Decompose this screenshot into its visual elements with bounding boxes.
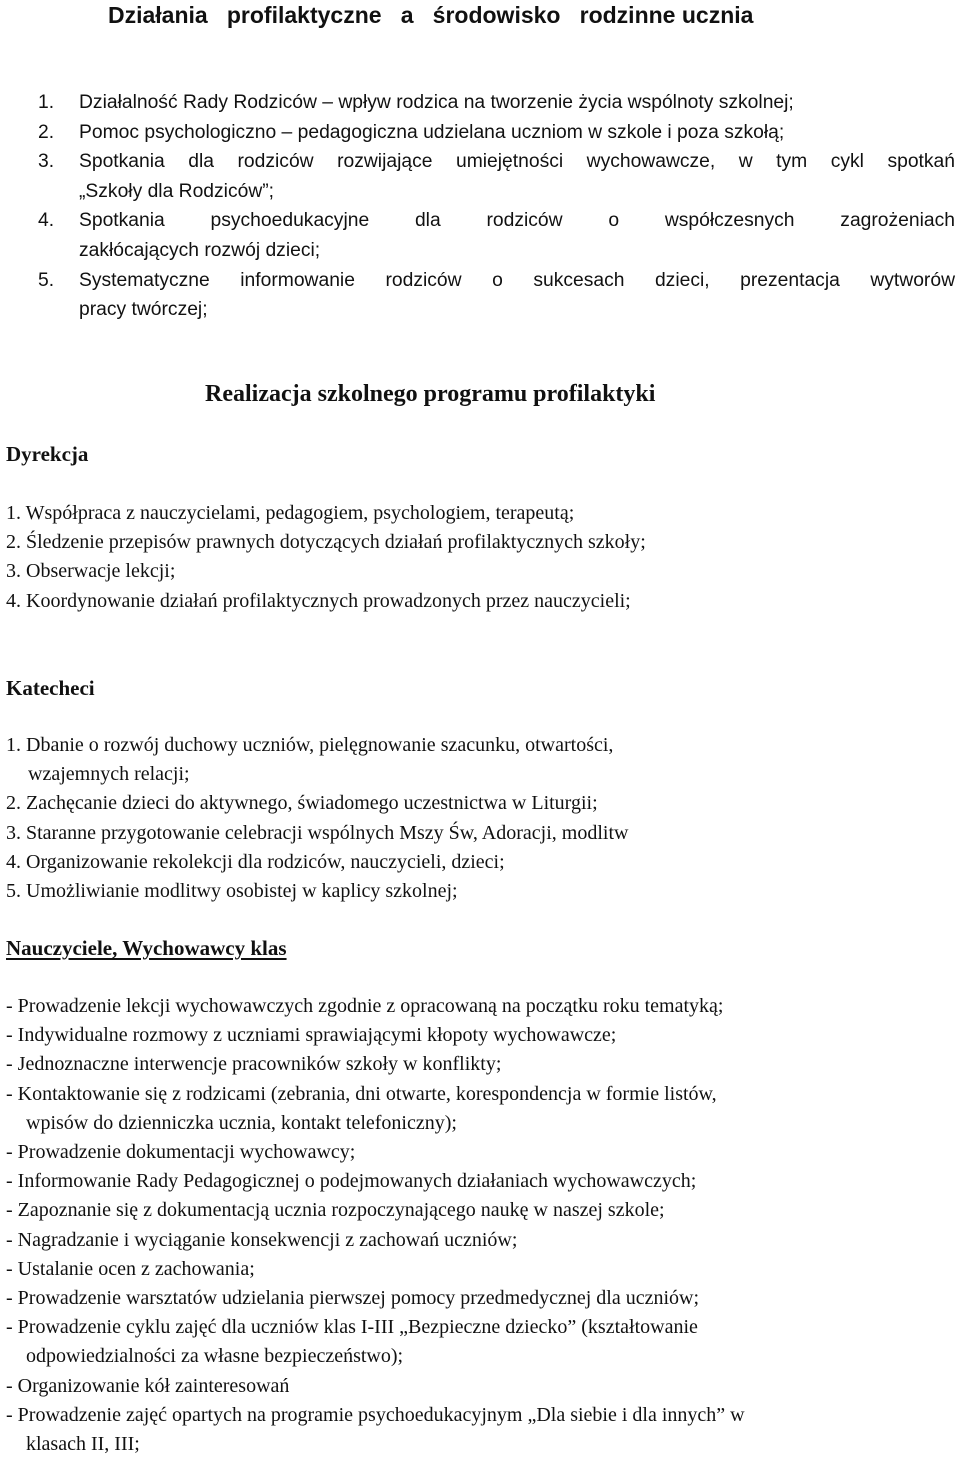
list-item: - Indywidualne rozmowy z uczniami sprawiającymi kłopoty wychowawcze; [6, 1024, 617, 1047]
item-text: Spotkania psychoedukacyjne dla rodziców o współczesnych zagrożeniach [79, 210, 955, 232]
dyrekcja-list [6, 499, 956, 616]
item-text-continued: „Szkoły dla Rodziców”; [79, 180, 275, 202]
item-number: 3. [38, 151, 55, 173]
list-item: 4. Organizowanie rekolekcji dla rodziców, nauczycieli, dzieci; [6, 850, 505, 873]
list-item: - Organizowanie kół zainteresowań [6, 1374, 290, 1397]
section-heading-dyrekcja: Dyrekcja [6, 442, 89, 466]
list-item-continued: wpisów do dzienniczka ucznia, kontakt telefoniczny); [26, 1111, 457, 1134]
list-item: - Prowadzenie dokumentacji wychowawcy; [6, 1141, 356, 1164]
list-item: 3. Obserwacje lekcji; [6, 560, 176, 583]
list-item: 4. Koordynowanie działań profilaktycznych prowadzonych przez nauczycieli; [6, 589, 631, 612]
list-item [0, 118, 960, 148]
nauczyciele-list [6, 992, 956, 1459]
list-item: - Prowadzenie lekcji wychowawczych zgodnie z opracowaną na początku roku tematyką; [6, 995, 724, 1017]
item-text: Systematyczne informowanie rodziców o sukcesach dzieci, prezentacja wytworów [79, 269, 955, 291]
program-heading: Realizacja szkolnego programu profilaktyki [205, 381, 656, 407]
document-title: Działania profilaktyczne a środowisko rodzinne ucznia [108, 2, 754, 28]
list-item [0, 88, 960, 118]
item-number: 4. [38, 210, 55, 232]
list-item: 1. Współpraca z nauczycielami, pedagogiem, psychologiem, terapeutą; [6, 502, 575, 524]
item-text-continued: pracy twórczej; [79, 299, 208, 321]
list-item: 2. Zachęcanie dzieci do aktywnego, świadomego uczestnictwa w Liturgii; [6, 792, 598, 815]
list-item: 2. Śledzenie przepisów prawnych dotyczących działań profilaktycznych szkoły; [6, 531, 646, 554]
list-item: - Zapoznanie się z dokumentacją ucznia rozpoczynającego naukę w naszej szkole; [6, 1199, 665, 1222]
item-text: Pomoc psychologiczno – pedagogiczna udzielana uczniom w szkole i poza szkołą; [79, 121, 785, 143]
item-text: Działalność Rady Rodziców – wpływ rodzica na tworzenie życia wspólnoty szkolnej; [79, 92, 794, 113]
list-item-continued: odpowiedzialności za własne bezpieczeństwo); [26, 1345, 404, 1368]
list-item [0, 266, 960, 325]
item-number: 2. [38, 121, 55, 143]
item-text: Spotkania dla rodziców rozwijające umiejętności wychowawcze, w tym cykl spotkań [79, 151, 955, 173]
list-item [0, 147, 960, 206]
list-item: - Kontaktowanie się z rodzicami (zebrania, dni otwarte, korespondencja w formie listów, [6, 1082, 717, 1105]
section-heading-nauczyciele: Nauczyciele, Wychowawcy klas [6, 936, 287, 960]
list-item: 3. Staranne przygotowanie celebracji wspólnych Mszy Św, Adoracji, modlitw [6, 821, 629, 844]
item-number: 1. [38, 92, 55, 113]
list-item: - Informowanie Rady Pedagogicznej o podejmowanych działaniach wychowawczych; [6, 1170, 697, 1193]
list-item: 1. Dbanie o rozwój duchowy uczniów, pielęgnowanie szacunku, otwartości, [6, 734, 614, 756]
list-item: - Nagradzanie i wyciąganie konsekwencji z zachowań uczniów; [6, 1228, 518, 1251]
list-item: - Prowadzenie warsztatów udzielania pierwszej pomocy przedmedycznej dla uczniów; [6, 1287, 700, 1310]
list-item: - Prowadzenie zajęć opartych na programie psychoedukacyjnym „Dla siebie i dla innych” w [6, 1403, 745, 1426]
section-heading-katecheci: Katecheci [6, 676, 95, 700]
list-item: - Jednoznaczne interwencje pracowników szkoły w konflikty; [6, 1053, 502, 1076]
list-item: - Prowadzenie cyklu zajęć dla uczniów klas I-III „Bezpieczne dziecko” (kształtowanie [6, 1316, 698, 1339]
list-item: - Ustalanie ocen z zachowania; [6, 1257, 255, 1280]
list-item-continued: klasach II, III; [26, 1433, 140, 1456]
item-number: 5. [38, 269, 55, 291]
list-item: 5. Umożliwianie modlitwy osobistej w kaplicy szkolnej; [6, 880, 458, 903]
item-text-continued: zakłócających rozwój dzieci; [79, 239, 321, 261]
list-item [0, 206, 960, 265]
family-actions-list [0, 88, 960, 325]
katecheci-list [6, 731, 956, 906]
list-item-continued: wzajemnych relacji; [28, 763, 190, 786]
